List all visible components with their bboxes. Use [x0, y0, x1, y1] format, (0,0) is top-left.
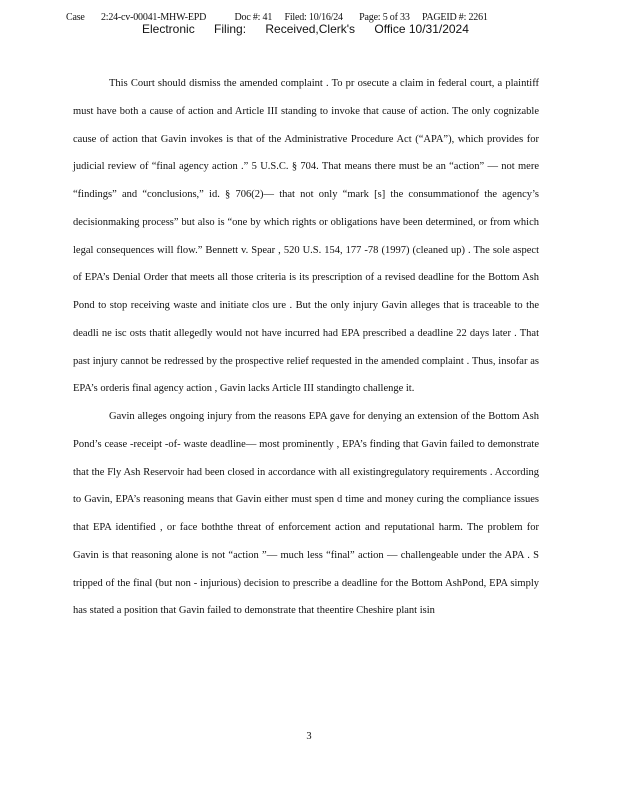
stamp-electronic: Electronic	[142, 22, 195, 36]
document-body	[73, 70, 539, 625]
case-number: 2:24-cv-00041-MHW-EPD	[100, 12, 207, 23]
stamp-filing: Filing:	[214, 22, 247, 36]
page-id: PAGEID #: 2261	[421, 12, 488, 23]
document-number: Doc #: 41	[234, 12, 273, 23]
stamp-received: Received,Clerk's	[265, 22, 356, 36]
paragraph-2: Gavin alleges ongoing injury from the reasons EPA gave for denying an extension of the Bottom Ash Pond’s cease -receipt -of- waste deadline— most prominently , EPA’s finding that Gavin failed to demonstrate that the Fly Ash Reservoir had been closed in accordance with all existingregulatory requirements . According to Gavin, EPA’s reasoning means that Gavin either must spen d time and money curing the compliance issues that EPA identified , or face boththe threat of enforcement action and reputational harm. The problem for Gavin is that reasoning alone is not “action ”— much less “final” action — challengeable under the APA . S tripped of the final (but non - injurious) decision to prescribe a deadline for the Bottom AshPond, EPA simply has stated a position that Gavin failed to demonstrate that theentire Cheshire plant isin	[73, 411, 539, 617]
paragraph-1: This Court should dismiss the amended complaint . To pr osecute a claim in federal court, a plaintiff must have both a cause of action and Article III standing to invoke that cause of action. The only cognizable cause of action that Gavin invokes is that of the Administrative Procedure Act (“APA”), which provides for judicial review of “final agency action .” 5 U.S.C. § 704. That means there must be an “action” — not mere “findings” and “conclusions,” id. § 706(2)— that not only “mark [s] the consummationof the agency’s decisionmaking process” but also is “one by which rights or obligations have been determined, or from which legal consequences will flow.” Bennett v. Spear , 520 U.S. 154, 177 -78 (1997) (cleaned up) . The sole aspect of EPA’s Denial Order that meets all those criteria is its prescription of a revised deadline for the Bottom Ash Pond to stop receiving waste and initiate clos ure . But the only injury Gavin alleges that is traceable to the deadli ne isc osts thatit allegedly would not have incurred had EPA prescribed a deadline 22 days later . That past injury cannot be redressed by the prospective relief requested in the amended complaint . Thus, insofar as EPA’s orderis final agency action , Gavin lacks Article III standingto challenge it.	[73, 78, 539, 395]
filed-date: Filed: 10/16/24	[284, 12, 343, 23]
page-number: 3	[306, 731, 312, 742]
case-label: Case	[66, 12, 85, 23]
page-range: Page: 5 of 33	[359, 12, 410, 23]
stamp-office: Office 10/31/2024	[374, 22, 469, 36]
filing-stamp	[142, 22, 469, 36]
